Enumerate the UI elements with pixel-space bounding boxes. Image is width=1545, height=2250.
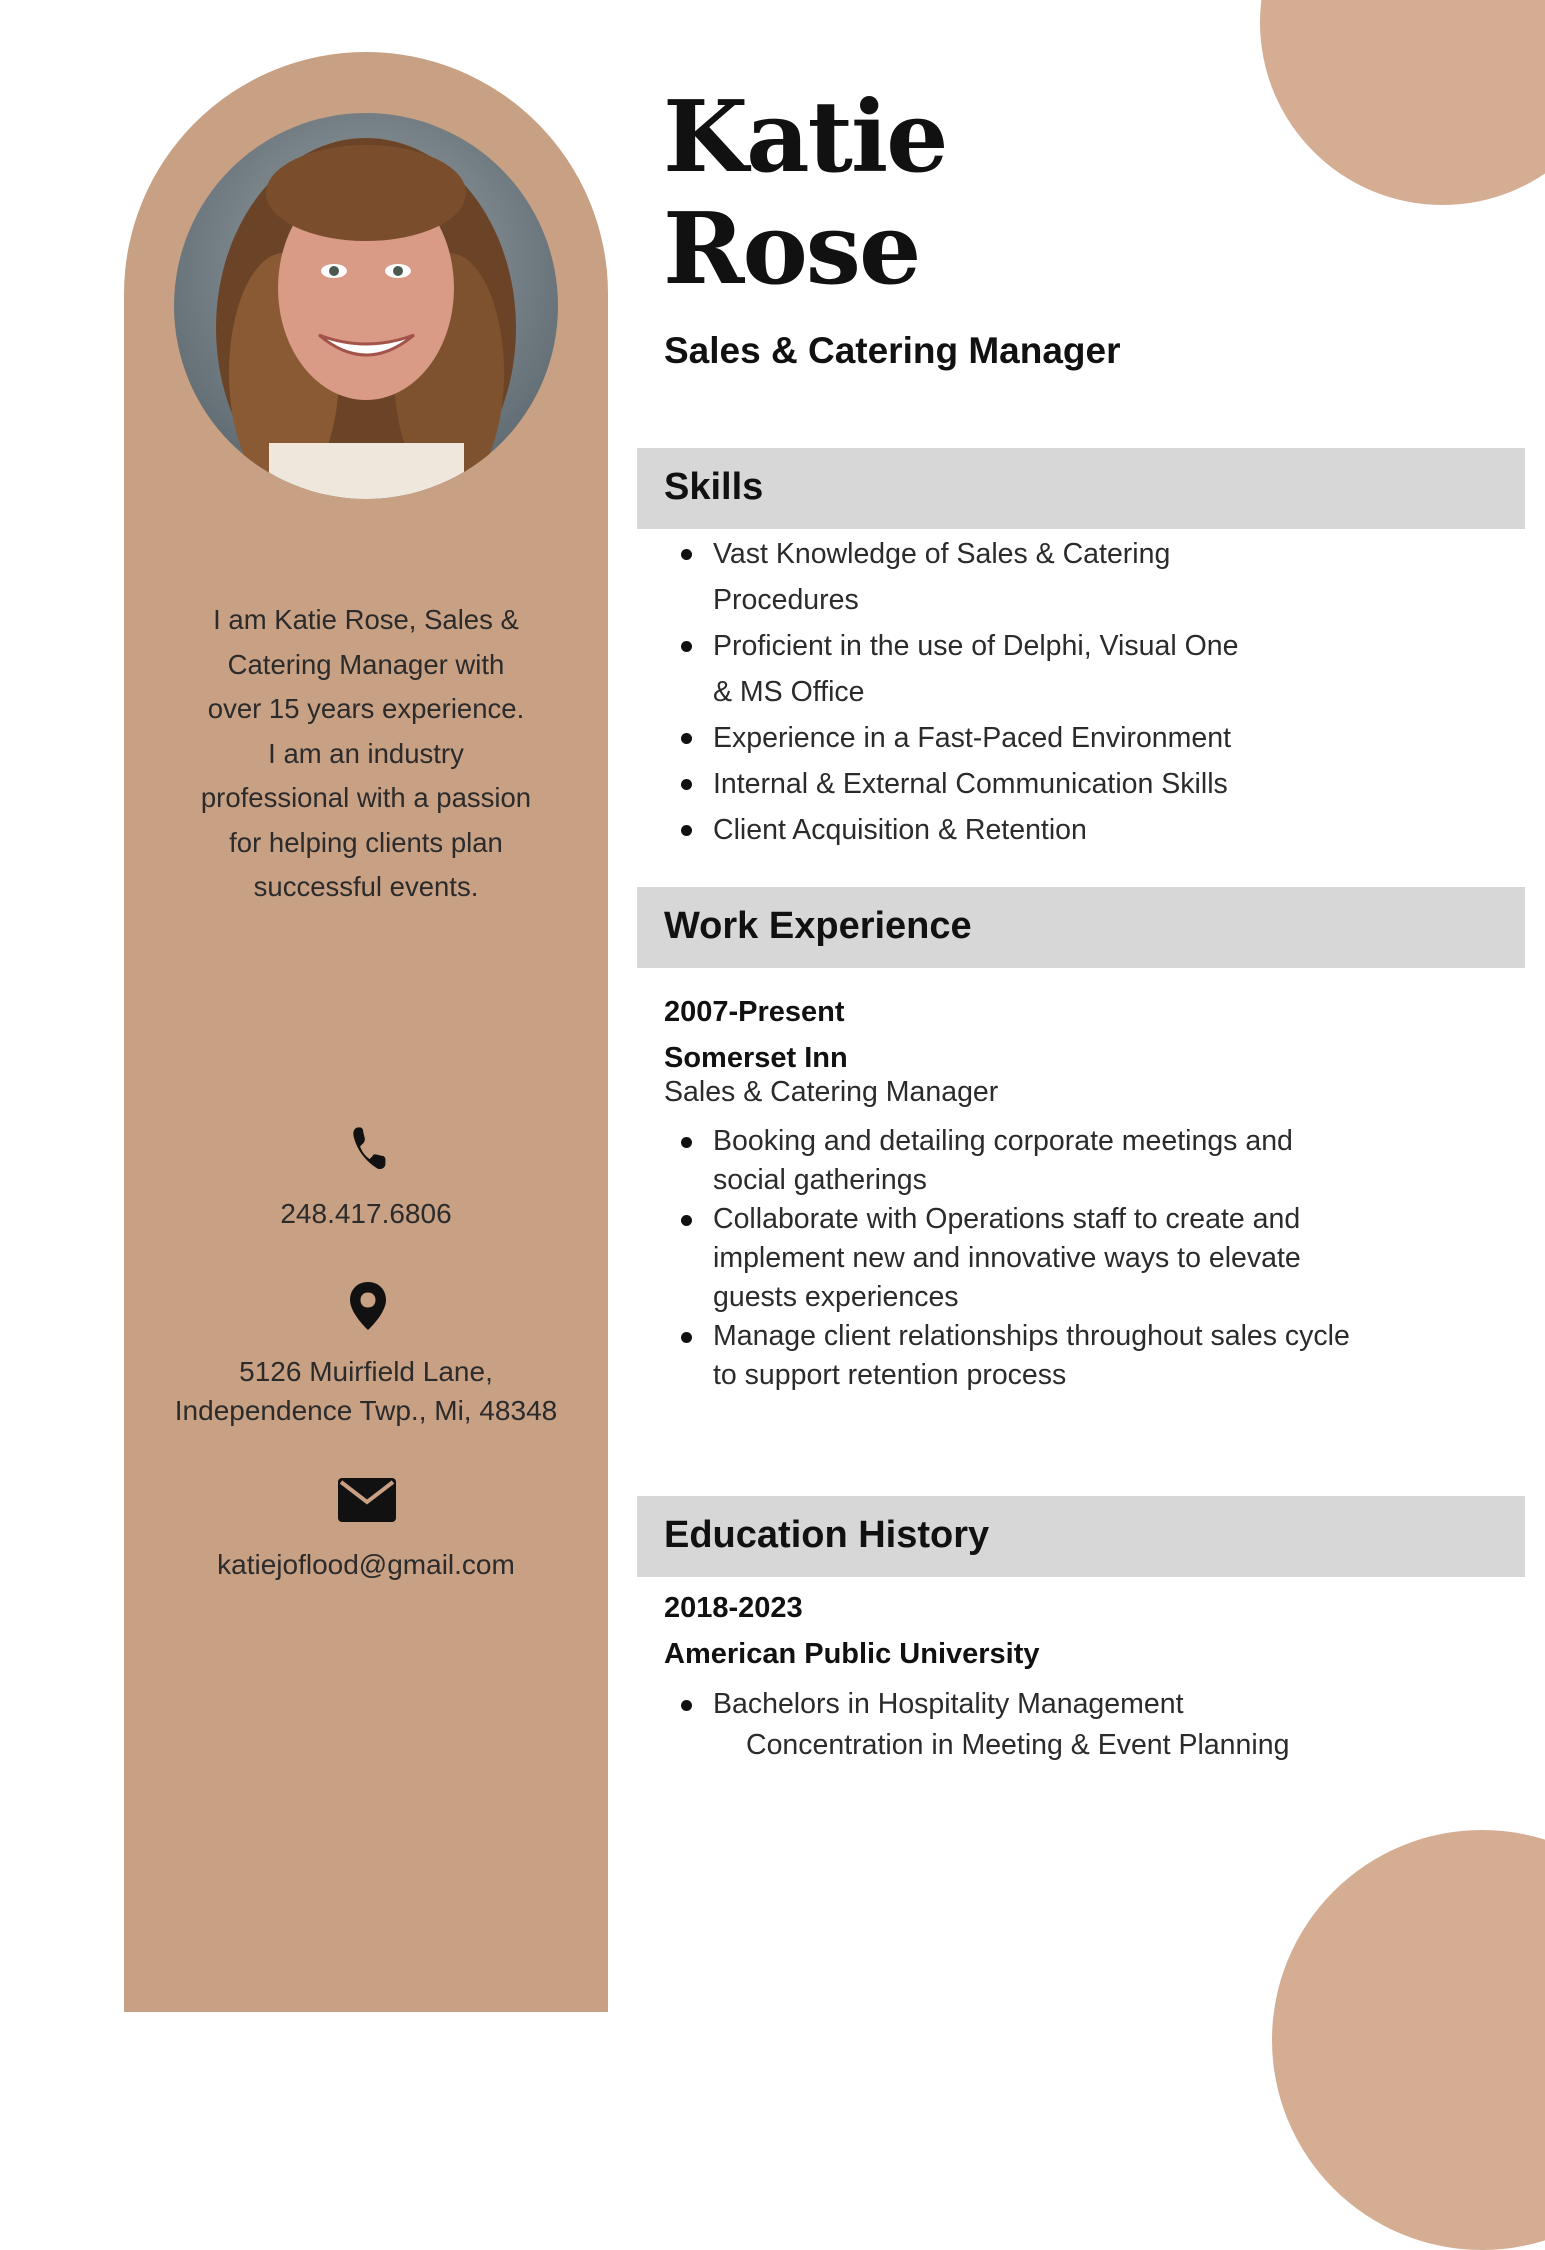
list-item (665, 1200, 1350, 1317)
education-heading: Education History (664, 1514, 990, 1556)
work-heading: Work Experience (664, 905, 972, 947)
education-heading-bar (637, 1496, 1525, 1577)
list-item-text: Vast Knowledge of Sales & Catering (713, 538, 1171, 570)
email-address[interactable]: katiejoflood@gmail.com (217, 1549, 515, 1580)
bio-line: over 15 years experience. (207, 693, 525, 724)
bio-line: I am an industry (268, 737, 464, 769)
bio-line: successful events. (253, 871, 479, 902)
decorative-circle-bottom (1272, 1830, 1545, 2250)
bio-line: professional with a passion (200, 782, 532, 813)
list-item-text: Proficient in the use of Delphi, Visual One (713, 630, 1239, 662)
list-item-text: Internal & External Communication Skills (713, 768, 1228, 800)
address (124, 1352, 608, 1430)
bio-text (170, 598, 562, 910)
profile-photo (174, 113, 558, 499)
education-dates: 2018-2023 (664, 1592, 803, 1624)
list-item-text: Collaborate with Operations staff to create and (713, 1203, 1301, 1235)
list-item (665, 761, 1238, 807)
decorative-circle-top (1260, 0, 1545, 205)
job-title: Sales & Catering Manager (664, 330, 1121, 371)
list-item (665, 531, 1238, 623)
skills-heading: Skills (664, 466, 764, 508)
work-dates: 2007-Present (664, 996, 845, 1028)
list-item (665, 1122, 1350, 1200)
list-item-text: social gatherings (713, 1164, 927, 1196)
work-duties-list (665, 1122, 1350, 1395)
list-item-text: Manage client relationships throughout sales cycle (713, 1320, 1350, 1352)
first-name: Katie (663, 80, 947, 195)
list-item-text: Client Acquisition & Retention (713, 814, 1087, 846)
work-role: Sales & Catering Manager (664, 1076, 999, 1108)
list-item (665, 807, 1238, 853)
list-item-text: & MS Office (713, 676, 865, 708)
work-company: Somerset Inn (664, 1042, 848, 1074)
envelope-icon (338, 1478, 396, 1527)
list-item (665, 1317, 1350, 1395)
address-line: 5126 Muirfield Lane, (239, 1356, 493, 1387)
education-list (665, 1684, 1289, 1766)
last-name: Rose (663, 192, 920, 307)
bio-line: for helping clients plan (229, 826, 503, 858)
skills-list (665, 531, 1238, 853)
bio-line: I am Katie Rose, Sales & (213, 604, 519, 635)
skills-heading-bar (637, 448, 1525, 529)
list-item (665, 715, 1238, 761)
education-school: American Public University (664, 1638, 1040, 1670)
list-item (665, 623, 1238, 715)
address-line: Independence Twp., Mi, 48348 (174, 1395, 558, 1426)
list-item-text: Procedures (713, 584, 859, 616)
list-item-text: Booking and detailing corporate meetings and (713, 1125, 1293, 1157)
list-item-text: guests experiences (713, 1281, 959, 1313)
candidate-name (663, 82, 947, 306)
location-pin-icon (350, 1282, 386, 1335)
bio-line: Catering Manager with (227, 648, 505, 680)
list-item-text: Experience in a Fast-Paced Environment (713, 722, 1232, 754)
list-item (665, 1684, 1289, 1766)
work-heading-bar (637, 887, 1525, 968)
list-item-text: Bachelors in Hospitality Management (713, 1688, 1184, 1720)
phone-number[interactable]: 248.417.6806 (280, 1198, 452, 1229)
list-item-text: implement new and innovative ways to elevate (713, 1242, 1301, 1274)
phone-icon (349, 1124, 387, 1177)
list-item-text: Concentration in Meeting & Event Planning (746, 1729, 1290, 1761)
list-item-text: to support retention process (713, 1359, 1067, 1391)
